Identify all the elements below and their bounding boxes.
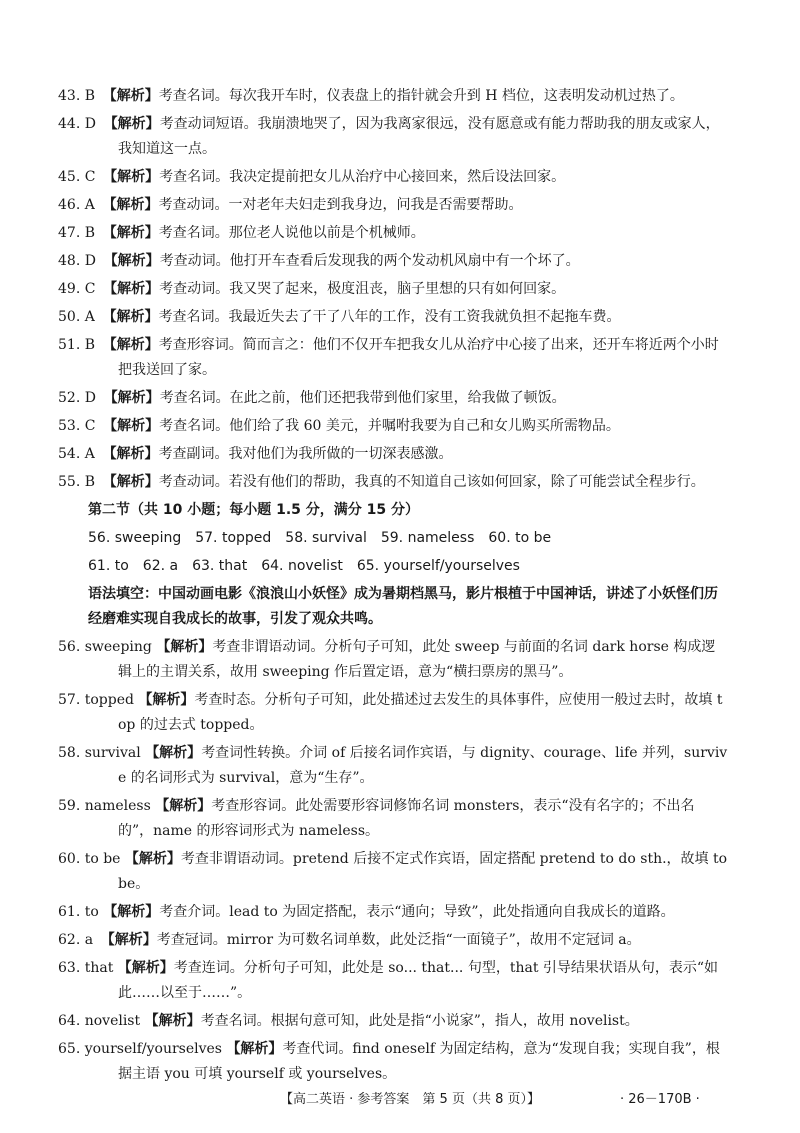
page-content	[58, 84, 728, 1090]
analysis-text: 考查动词。若没有他们的帮助，我真的不知道自己该如何回家，除了可能尝试全程步行。	[158, 474, 705, 490]
analysis-text: 考查动词。他打开车查看后发现我的两个发动机风扇中有一个坏了。	[159, 253, 580, 269]
answer-entry	[58, 277, 728, 302]
answer-item: 65. yourself/yourselves	[356, 558, 520, 574]
analysis-tag: 【解析】	[155, 798, 212, 814]
answer-number: 56. sweeping	[58, 639, 152, 655]
analysis-text: 考查形容词。此处需要形容词修饰名词 monsters，表示“没有名字的；不出名的”，name 的形容词形式为 nameless。	[118, 798, 695, 839]
answer-entry	[58, 442, 728, 467]
answer-number: 49. C	[58, 281, 96, 297]
analysis-tag: 【解析】	[103, 390, 160, 406]
answer-item: 59. nameless	[380, 530, 475, 546]
analysis-tag: 【解析】	[102, 197, 159, 213]
answer-number: 48. D	[58, 253, 96, 269]
analysis-text: 考查名词。根据句意可知，此处是指“小说家”，指人，故用 novelist。	[200, 1013, 639, 1029]
answer-entry	[58, 635, 728, 685]
analysis-tag: 【解析】	[103, 418, 160, 434]
analysis-tag: 【解析】	[156, 639, 213, 655]
analysis-tag: 【解析】	[103, 281, 160, 297]
passage-intro: 语法填空：中国动画电影《浪浪山小妖怪》成为暑期档黑马，影片根植于中国神话，讲述了小妖怪们历经磨难实现自我成长的故事，引发了观众共鸣。	[88, 586, 718, 627]
answer-item: 56. sweeping	[88, 530, 182, 546]
analysis-text: 考查词性转换。介词 of 后接名词作宾语，与 dignity、courage、life 并列，survive 的名词形式为 survival，意为“生存”。	[118, 745, 728, 786]
analysis-tag: 【解析】	[100, 932, 157, 948]
answer-number: 50. A	[58, 309, 95, 325]
answer-entry	[58, 847, 728, 897]
answer-number: 44. D	[58, 116, 96, 132]
analysis-text: 考查动词。一对老年夫妇走到我身边，问我是否需要帮助。	[158, 197, 523, 213]
analysis-tag: 【解析】	[103, 116, 160, 132]
answer-entry	[58, 193, 728, 218]
answer-item: 63. that	[192, 558, 248, 574]
analysis-text: 考查动词短语。我崩溃地哭了，因为我离家很远，没有愿意或有能力帮助我的朋友或家人，我知道这一点。	[118, 116, 720, 157]
analysis-tag: 【解析】	[124, 851, 181, 867]
answer-item: 62. a	[142, 558, 179, 574]
analysis-text: 考查连词。分析句子可知，此处是 so... that... 句型，that 引导结果状语从句，表示“如此……以至于……”。	[118, 960, 719, 1001]
analysis-text: 考查名词。我最近失去了干了八年的工作，没有工资我就负担不起拖车费。	[158, 309, 621, 325]
analysis-tag: 【解析】	[102, 309, 159, 325]
answer-number: 43. B	[58, 88, 96, 104]
analysis-text: 考查名词。那位老人说他以前是个机械师。	[158, 225, 425, 241]
analysis-tag: 【解析】	[103, 169, 160, 185]
analysis-tag: 【解析】	[145, 745, 202, 761]
answer-entry	[58, 794, 728, 844]
answer-entry	[58, 1009, 728, 1034]
answer-entry	[58, 1037, 728, 1087]
analysis-text: 考查非谓语动词。pretend 后接不定式作宾语，固定搭配 pretend to do sth.，故填 to be。	[118, 851, 728, 892]
answer-number: 52. D	[58, 390, 96, 406]
section-two-title: 第二节（共 10 小题；每小题 1.5 分，满分 15 分）	[88, 502, 420, 518]
answer-entry	[58, 165, 728, 190]
analysis-text: 考查副词。我对他们为我所做的一切深表感激。	[158, 446, 453, 462]
analysis-text: 考查介词。lead to 为固定搭配，表示“通向；导致”，此处指通向自我成长的道路。	[159, 904, 675, 920]
answer-entry	[58, 414, 728, 439]
answer-entry	[58, 112, 728, 162]
analysis-text: 考查代词。find oneself 为固定结构，意为“发现自我；实现自我”，根据主语 you 可填 yourself 或 yourselves。	[118, 1041, 720, 1082]
answer-row-2	[88, 554, 728, 579]
answer-item: 64. novelist	[261, 558, 343, 574]
analysis-tag: 【解析】	[117, 960, 174, 976]
analysis-tag: 【解析】	[102, 337, 159, 353]
answer-number: 60. to be	[58, 851, 121, 867]
answer-entry	[58, 84, 728, 109]
answer-number: 57. topped	[58, 692, 134, 708]
answer-row-1	[88, 526, 728, 551]
answer-item: 61. to	[88, 558, 129, 574]
answer-number: 53. C	[58, 418, 96, 434]
answer-number: 45. C	[58, 169, 96, 185]
analysis-text: 考查名词。我决定提前把女儿从治疗中心接回来，然后设法回家。	[159, 169, 566, 185]
answer-number: 51. B	[58, 337, 96, 353]
analysis-text: 考查名词。在此之前，他们还把我带到他们家里，给我做了顿饭。	[159, 390, 566, 406]
footer-page-info: 【高二英语 · 参考答案 第 5 页（共 8 页）】	[280, 1092, 540, 1107]
analysis-text: 考查非谓语动词。分析句子可知，此处 sweep 与前面的名词 dark horse 构成逻辑上的主谓关系，故用 sweeping 作后置定语，意为“横扫票房的黑马”。	[118, 639, 716, 680]
answer-item: 58. survival	[285, 530, 367, 546]
analysis-tag: 【解析】	[102, 225, 159, 241]
analysis-tag: 【解析】	[102, 446, 159, 462]
answer-number: 46. A	[58, 197, 95, 213]
analysis-text: 考查形容词。简而言之：他们不仅开车把我女儿从治疗中心接了出来，还开车将近两个小时把我送回了家。	[118, 337, 719, 378]
answer-number: 47. B	[58, 225, 96, 241]
analysis-text: 考查冠词。mirror 为可数名词单数，此处泛指“一面镜子”，故用不定冠词 a。	[156, 932, 641, 948]
analysis-tag: 【解析】	[102, 88, 159, 104]
answer-number: 65. yourself/yourselves	[58, 1041, 222, 1057]
analysis-tag: 【解析】	[103, 253, 160, 269]
answer-item: 60. to be	[488, 530, 552, 546]
answer-entry	[58, 249, 728, 274]
answer-number: 59. nameless	[58, 798, 151, 814]
answer-entry	[58, 688, 728, 738]
analysis-text: 考查时态。分析句子可知，此处描述过去发生的具体事件，应使用一般过去时，故填 top 的过去式 topped。	[118, 692, 723, 733]
section-two-explanations	[58, 635, 728, 1087]
answer-entry	[58, 221, 728, 246]
answer-number: 62. a	[58, 932, 94, 948]
section-one-answers	[58, 84, 728, 495]
answer-item: 57. topped	[195, 530, 272, 546]
answer-entry	[58, 928, 728, 953]
answer-number: 54. A	[58, 446, 95, 462]
footer-code: · 26－170B ·	[620, 1092, 700, 1107]
analysis-tag: 【解析】	[144, 1013, 201, 1029]
answer-entry	[58, 333, 728, 383]
answer-entry	[58, 470, 728, 495]
analysis-text: 考查名词。每次我开车时，仪表盘上的指针就会升到 H 档位，这表明发动机过热了。	[158, 88, 684, 104]
answer-number: 58. survival	[58, 745, 141, 761]
answer-entry	[58, 741, 728, 791]
answer-number: 64. novelist	[58, 1013, 141, 1029]
answer-entry	[58, 305, 728, 330]
analysis-tag: 【解析】	[138, 692, 195, 708]
answer-number: 55. B	[58, 474, 96, 490]
answer-entry	[58, 900, 728, 925]
analysis-tag: 【解析】	[103, 904, 160, 920]
analysis-tag: 【解析】	[102, 474, 159, 490]
answer-entry	[58, 956, 728, 1006]
answer-entry	[58, 386, 728, 411]
analysis-text: 考查动词。我又哭了起来，极度沮丧，脑子里想的只有如何回家。	[159, 281, 566, 297]
answer-number: 63. that	[58, 960, 114, 976]
analysis-text: 考查名词。他们给了我 60 美元，并嘱咐我要为自己和女儿购买所需物品。	[159, 418, 620, 434]
answer-number: 61. to	[58, 904, 99, 920]
analysis-tag: 【解析】	[226, 1041, 283, 1057]
